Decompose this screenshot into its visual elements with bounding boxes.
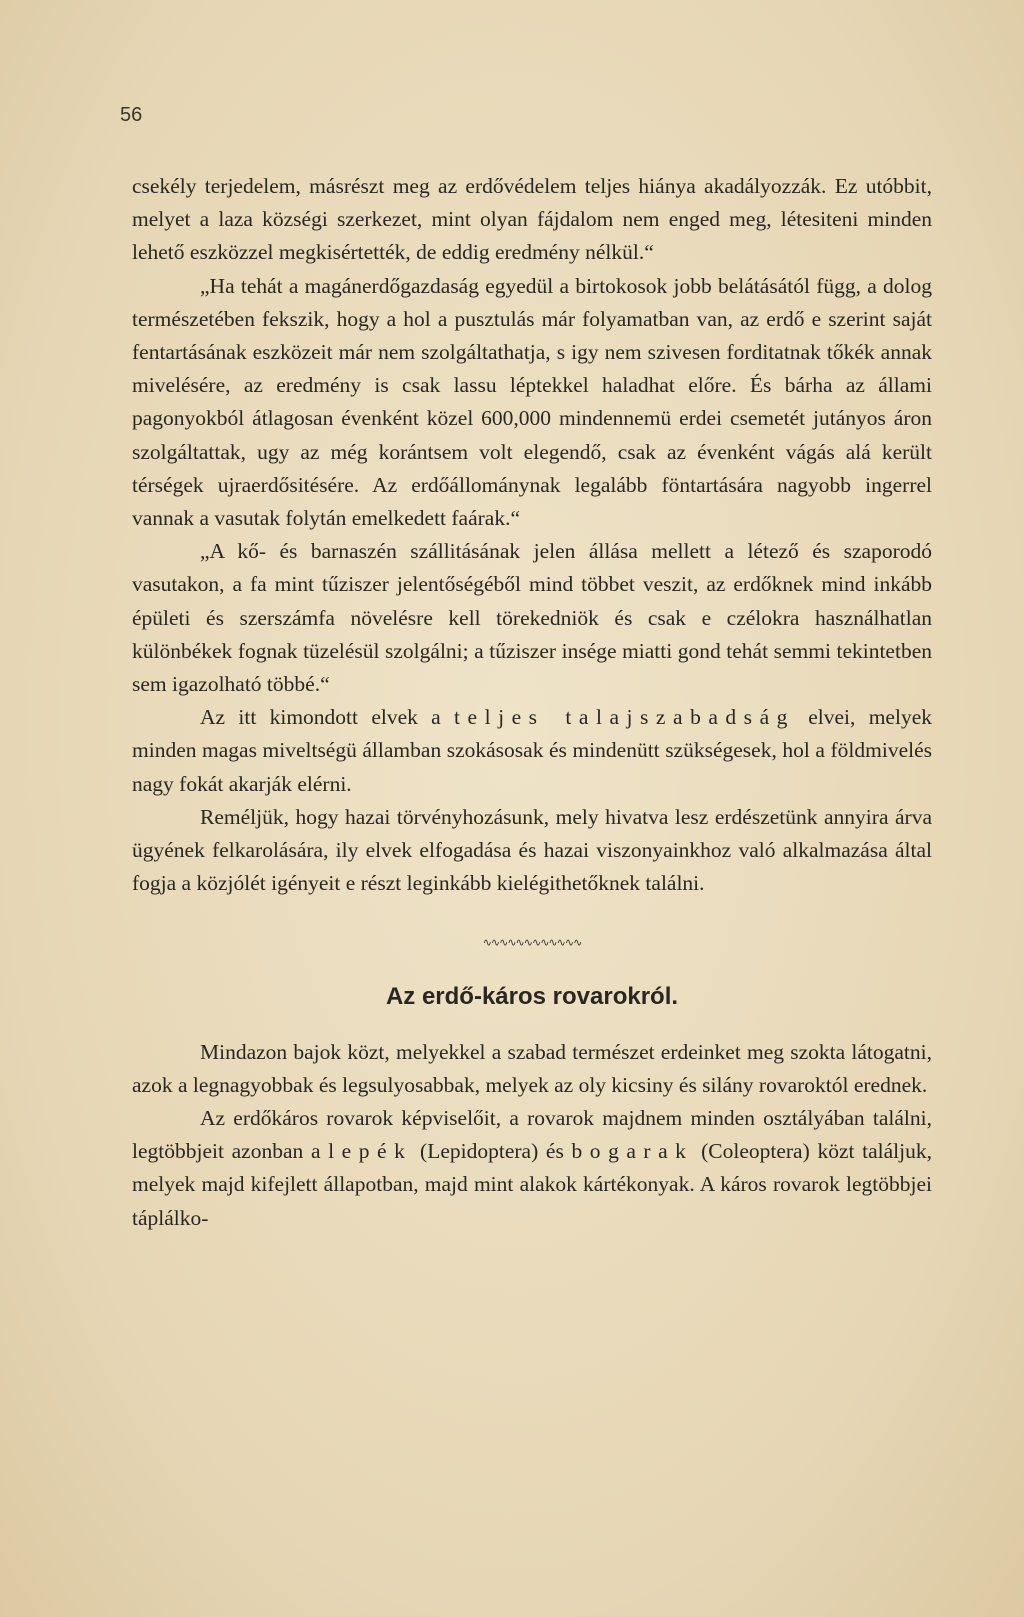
- paragraph-quote-coal: „A kő- és barnaszén szállitásának jelen állása mellett a létező és szaporodó vasutakon, a fa mint tűziszer jelentőségéből mind többet veszit, az erdőknek mind inkább épületi és szerszámfa növelésre kell törekedniök és csak e czélokra használhatlan különbékek fognak tüzelésül szolgálni; a tűziszer insége miatti gond tehát semmi tekintetben sem igazolható többé.“: [132, 539, 932, 697]
- emphasis-lepek: lepék: [328, 1139, 413, 1164]
- emphasis-bogarak: bogarak: [571, 1139, 694, 1164]
- insects-text-2: (Lepidoptera) és: [412, 1139, 572, 1164]
- paragraph-principles: [132, 701, 932, 801]
- paragraph-insects-intro: Mindazon bajok közt, melyekkel a szabad természet erdeinket meg szokta látogatni, azok a legnagyobbak és legsulyosabbak, melyek az oly kicsiny és silány rovaroktól erednek.: [132, 1039, 932, 1097]
- body-text: [132, 170, 932, 1235]
- section-divider-ornament: ∿∿∿∿∿∿∿∿∿∿∿∿: [482, 936, 582, 950]
- principles-text-start: Az itt kimondott elvek a: [200, 705, 455, 730]
- principles-text-end: elvei, melyek minden magas miveltségü államban szokásosak és mindenütt szükségesek, hol a földmivelés nagy fokát akarják elérni.: [132, 705, 932, 796]
- principles-emphasis: teljes talajszabadság: [454, 705, 795, 730]
- insects-text-1: Az erdőkáros rovarok képviselőit, a rovarok majdnem minden osztályában találni, legtöbbjeit azonban a: [132, 1106, 932, 1164]
- page-number: 56: [120, 104, 143, 126]
- paragraph-continuation: csekély terjedelem, másrészt meg az erdővédelem teljes hiánya akadályozzák. Ez utóbbit, melyet a laza községi szerkezet, mint olyan fájdalom nem enged meg, létesiteni minden lehető eszközzel megkisértették, de eddig eredmény nélkül.“: [132, 174, 932, 265]
- paragraph-insects-classes: [132, 1102, 932, 1235]
- insects-text-3: (Coleoptera) közt találjuk, melyek majd kifejlett állapotban, majd mint alakok kártékonyak. A káros rovarok legtöbbjei táplálko-: [132, 1139, 932, 1230]
- section-heading: Az erdő-káros rovarokról.: [385, 983, 679, 1011]
- paragraph-quote-private-forestry: „Ha tehát a magánerdőgazdaság egyedül a birtokosok jobb belátásától függ, a dolog természetében fekszik, hogy a hol a pusztulás már folyamatban van, az erdő e szerint saját fentartásának eszközeit már nem szolgáltathatja, s igy nem szivesen forditatnak tőkék annak mivelésére, az eredmény is csak lassu léptekkel haladhat előre. És bárha az állami pagonyokból átlagosan évenként közel 600,000 mindennemü erdei csemetét jutányos áron szolgáltattak, ugy az még korántsem volt elegendő, csak az évenként vágás alá került térségek ujraerdősitésére. Az erdőállománynak legalább föntartására nagyobb ingerrel vannak a vasutak folytán emelkedett faárak.“: [132, 273, 932, 531]
- paragraph-closing: Reméljük, hogy hazai törvényhozásunk, mely hivatva lesz erdészetünk annyira árva ügyének felkarolására, ily elvek elfogadása és hazai viszonyainkhoz való alkalmazása által fogja a közjólét igényeit e részt leginkább kielégithetőknek találni.: [132, 804, 932, 896]
